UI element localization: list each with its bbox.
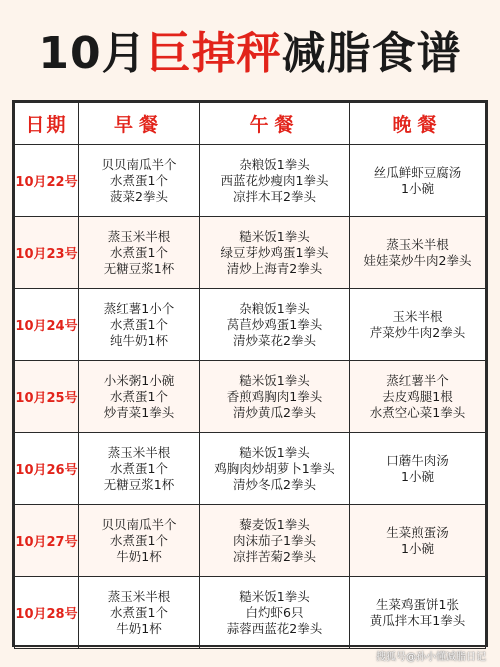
dinner-item: 蒸红薯半个 [386,372,449,388]
breakfast-cell [79,577,200,649]
header-date: 日期 [15,103,79,145]
breakfast-item: 水煮蛋1个 [110,532,168,548]
dinner-cell [350,145,486,217]
breakfast-item: 水煮蛋1个 [110,316,168,332]
lunch-item: 糙米饭1拳头 [239,228,310,244]
dinner-cell [350,361,486,433]
breakfast-item: 蒸玉米半根 [107,588,171,604]
title-rest: 减脂食谱 [281,28,462,79]
table-row [15,361,486,433]
breakfast-item: 牛奶1杯 [116,548,162,564]
breakfast-item: 水煮蛋1个 [110,460,168,476]
lunch-cell [200,145,350,217]
breakfast-item: 无糖豆浆1杯 [103,476,175,492]
header-lunch: 午餐 [200,103,350,145]
breakfast-item: 小米粥1小碗 [103,372,175,388]
dinner-item: 黄瓜拌木耳1拳头 [369,612,466,628]
lunch-item: 糙米饭1拳头 [239,588,310,604]
dinner-cell [350,505,486,577]
lunch-item: 杂粮饭1拳头 [239,300,310,316]
breakfast-cell [79,145,200,217]
breakfast-item: 纯牛奶1杯 [110,332,168,348]
dinner-item: 丝瓜鲜虾豆腐汤 [373,164,462,180]
dinner-item: 玉米半根 [392,308,443,324]
watermark: 搜狐号@孙小懂减脂日记 [376,652,486,663]
dinner-item: 生菜鸡蛋饼1张 [376,596,459,612]
lunch-item: 白灼虾6只 [245,604,304,620]
lunch-item: 西蓝花炒瘦肉1拳头 [220,172,329,188]
lunch-item: 莴苣炒鸡蛋1拳头 [226,316,323,332]
title-month: 10月 [38,28,147,79]
row-date: 10月27号 [15,505,79,577]
breakfast-item: 蒸玉米半根 [107,444,171,460]
dinner-item: 1小碗 [401,468,434,484]
header-dinner: 晚餐 [350,103,486,145]
lunch-item: 清炒黄瓜2拳头 [233,404,316,420]
row-date: 10月24号 [15,289,79,361]
lunch-item: 香煎鸡胸肉1拳头 [226,388,323,404]
lunch-item: 藜麦饭1拳头 [239,516,310,532]
dinner-item: 蒸玉米半根 [386,236,449,252]
breakfast-item: 炒青菜1拳头 [103,404,175,420]
dinner-item: 1小碗 [401,540,434,556]
page-title [0,0,500,98]
table-row [15,289,486,361]
breakfast-item: 菠菜2拳头 [110,188,168,204]
lunch-cell [200,361,350,433]
dinner-item: 1小碗 [401,180,434,196]
lunch-item: 鸡胸肉炒胡萝卜1拳头 [214,460,335,476]
title-highlight: 巨掉秤 [146,28,282,79]
lunch-item: 凉拌木耳2拳头 [233,188,316,204]
lunch-item: 绿豆芽炒鸡蛋1拳头 [220,244,329,260]
lunch-cell [200,433,350,505]
meal-plan-table [12,100,488,647]
dinner-item: 去皮鸡腿1根 [382,388,453,404]
table-row [15,145,486,217]
lunch-item: 杂粮饭1拳头 [239,156,310,172]
breakfast-item: 蒸玉米半根 [107,228,171,244]
lunch-item: 清炒上海青2拳头 [226,260,323,276]
lunch-cell [200,217,350,289]
table-row [15,217,486,289]
breakfast-cell [79,217,200,289]
dinner-cell [350,289,486,361]
lunch-item: 清炒菜花2拳头 [233,332,316,348]
lunch-item: 肉沫茄子1拳头 [233,532,316,548]
dinner-item: 生菜煎蛋汤 [386,524,449,540]
lunch-item: 清炒冬瓜2拳头 [233,476,316,492]
dinner-cell [350,433,486,505]
breakfast-item: 贝贝南瓜半个 [101,156,177,172]
breakfast-item: 水煮蛋1个 [110,388,168,404]
breakfast-item: 蒸红薯1小个 [103,300,175,316]
breakfast-item: 水煮蛋1个 [110,244,168,260]
lunch-cell [200,577,350,649]
row-date: 10月22号 [15,145,79,217]
lunch-item: 糙米饭1拳头 [239,444,310,460]
breakfast-item: 牛奶1杯 [116,620,162,636]
breakfast-item: 无糖豆浆1杯 [103,260,175,276]
breakfast-cell [79,361,200,433]
dinner-cell [350,577,486,649]
dinner-item: 口蘑牛肉汤 [386,452,449,468]
table-row [15,433,486,505]
dinner-cell [350,217,486,289]
dinner-item: 娃娃菜炒牛肉2拳头 [363,252,472,268]
lunch-item: 糙米饭1拳头 [239,372,310,388]
dinner-item: 芹菜炒牛肉2拳头 [369,324,466,340]
lunch-cell [200,505,350,577]
lunch-cell [200,289,350,361]
table-row [15,505,486,577]
row-date: 10月25号 [15,361,79,433]
breakfast-item: 水煮蛋1个 [110,604,168,620]
header-breakfast: 早餐 [79,103,200,145]
row-date: 10月26号 [15,433,79,505]
breakfast-item: 贝贝南瓜半个 [101,516,177,532]
row-date: 10月23号 [15,217,79,289]
row-date: 10月28号 [15,577,79,649]
table-row [15,577,486,649]
breakfast-cell [79,433,200,505]
lunch-item: 凉拌苦菊2拳头 [233,548,316,564]
dinner-item: 水煮空心菜1拳头 [369,404,466,420]
breakfast-cell [79,505,200,577]
breakfast-item: 水煮蛋1个 [110,172,168,188]
lunch-item: 蒜蓉西蓝花2拳头 [226,620,323,636]
breakfast-cell [79,289,200,361]
table-header-row [15,103,486,145]
